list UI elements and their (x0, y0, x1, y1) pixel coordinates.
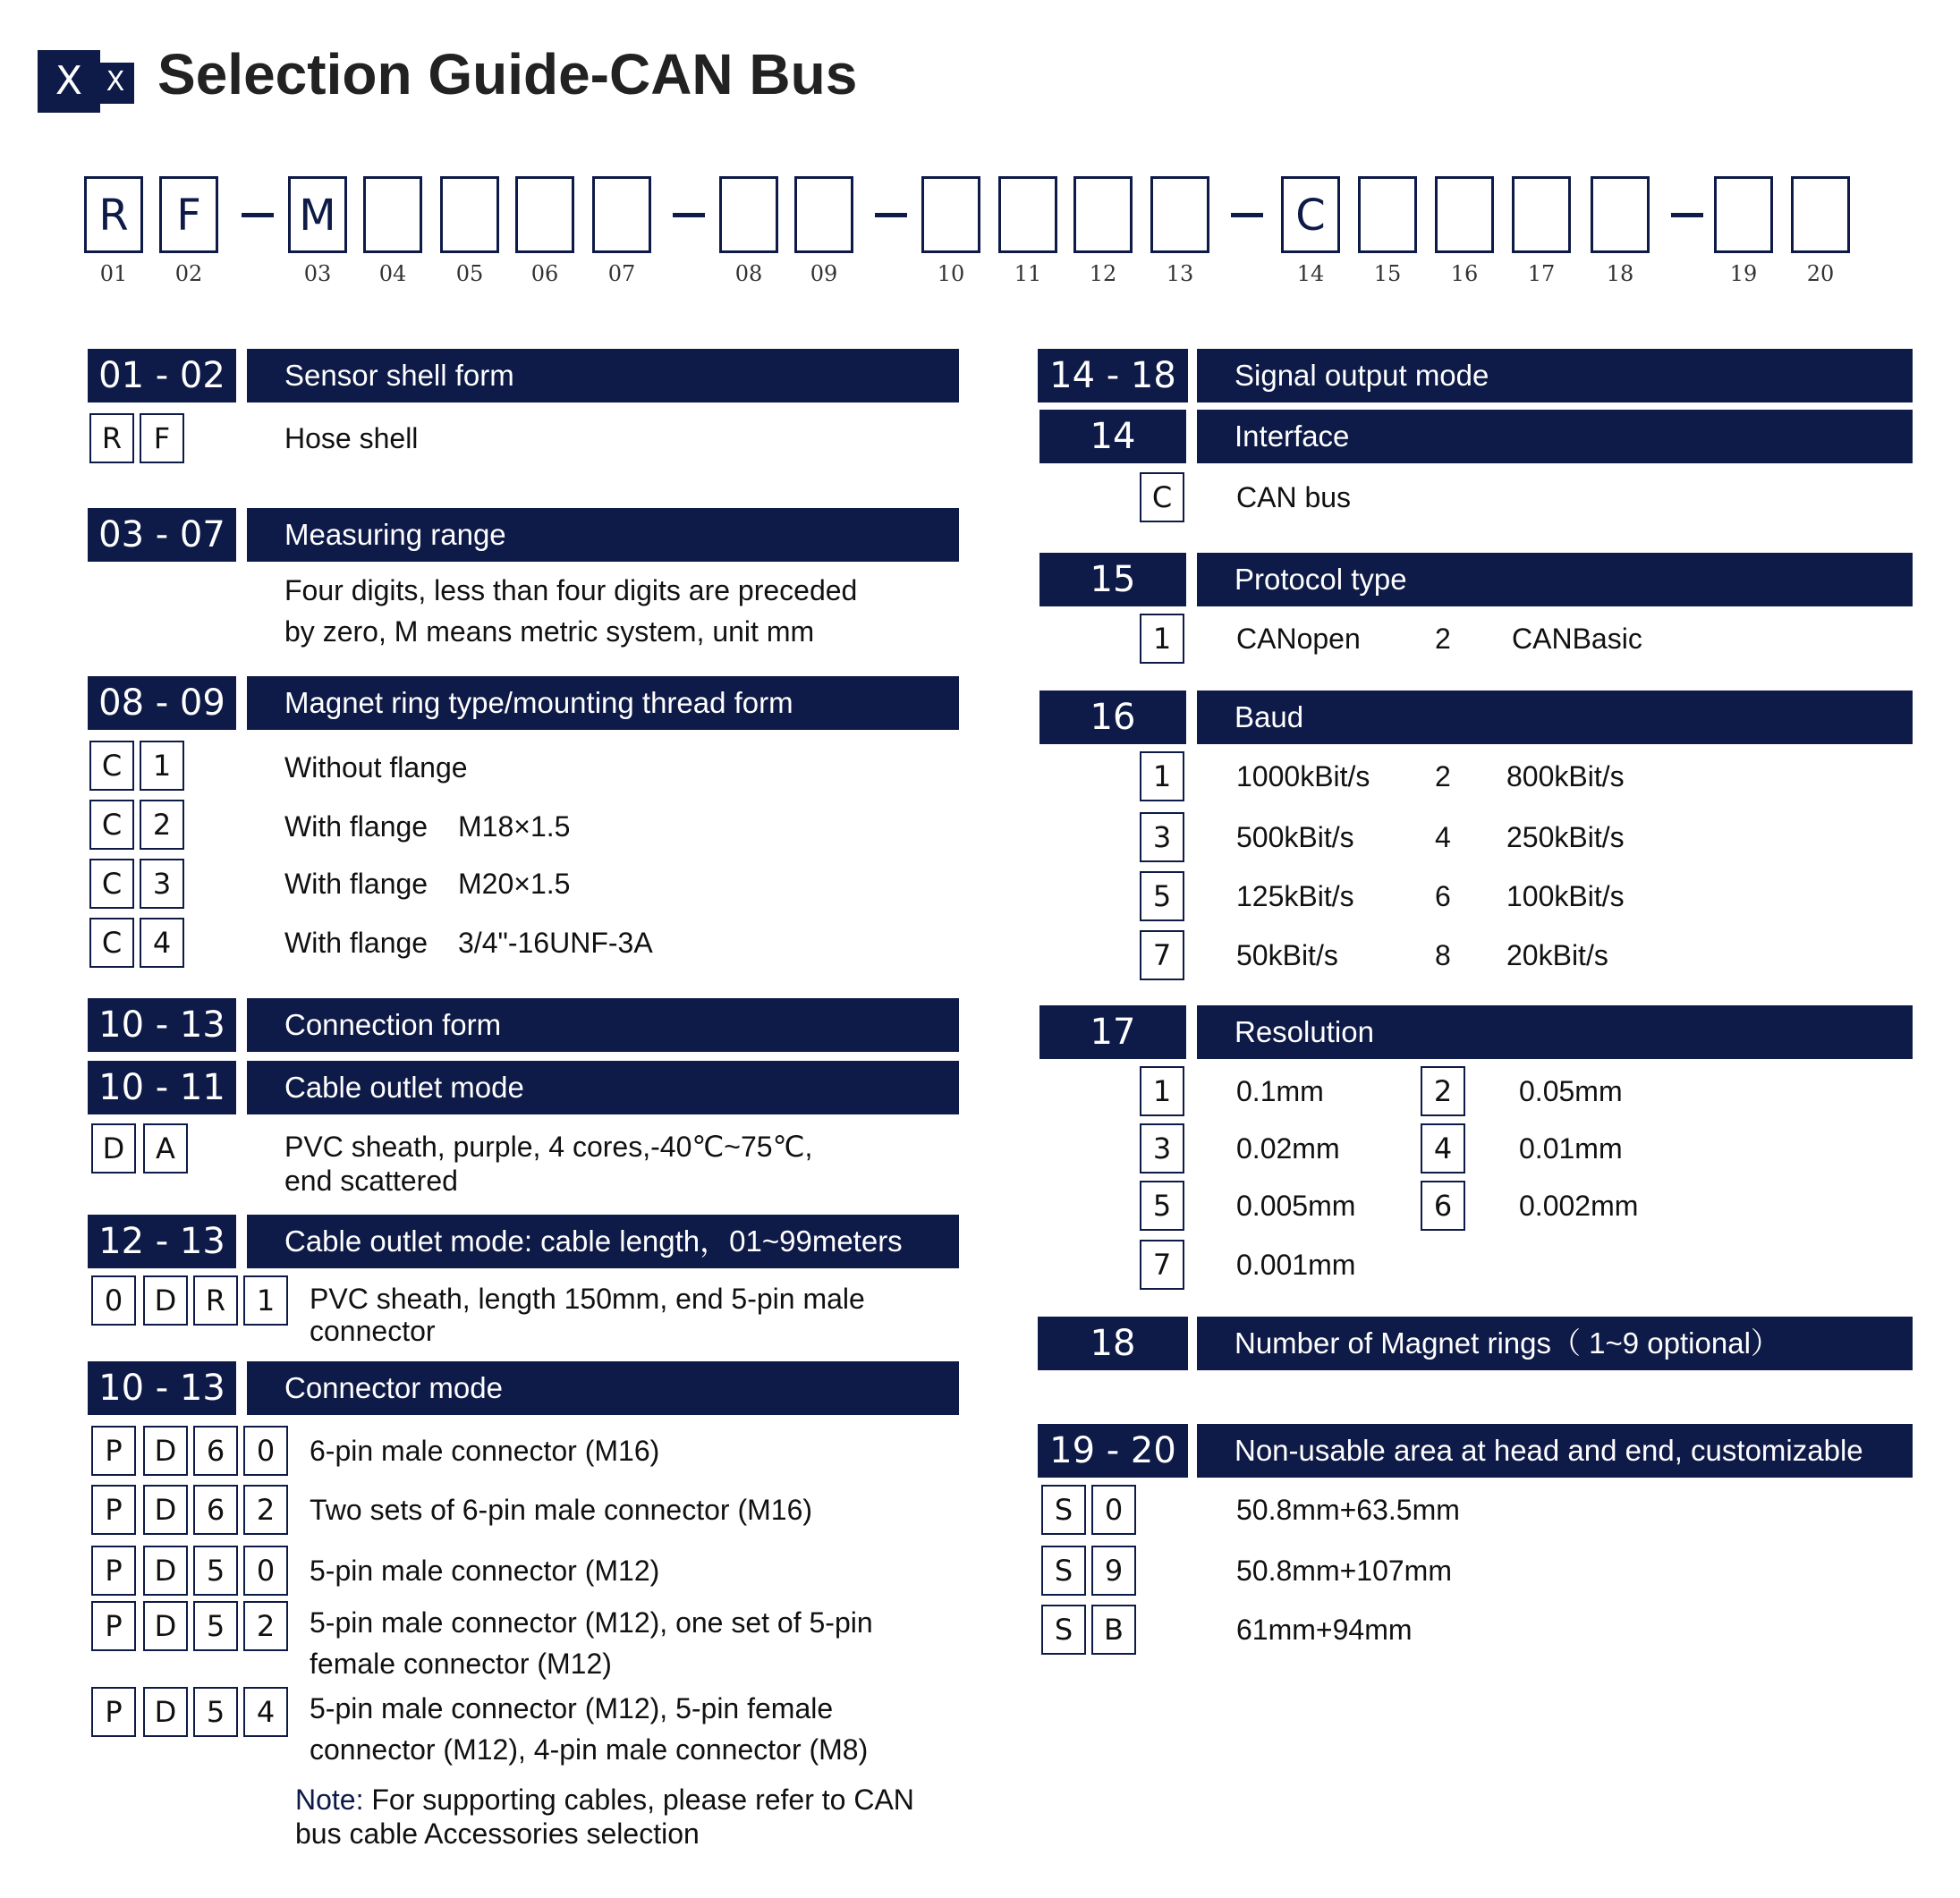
code-number: 07 (607, 261, 636, 286)
section-number: 15 (1039, 553, 1186, 606)
option-key: 2 (1421, 1066, 1465, 1116)
note-label: Note: (295, 1784, 364, 1816)
code-number: 06 (530, 261, 559, 286)
code-letter: P (91, 1601, 136, 1651)
option-value: 800kBit/s (1506, 760, 1625, 792)
code-number: 04 (378, 261, 407, 286)
code-letter: 2 (243, 1601, 288, 1651)
code-letter: 0 (243, 1426, 288, 1476)
option-value: 500kBit/s (1236, 821, 1354, 853)
section-number: 10 - 13 (88, 998, 236, 1052)
section-number: 08 - 09 (88, 676, 236, 730)
code-number: 13 (1166, 261, 1194, 286)
code-letter: 0 (91, 1275, 136, 1326)
section-title: Protocol type (1197, 553, 1913, 606)
code-letter: F (140, 413, 184, 463)
section-number: 03 - 07 (88, 508, 236, 562)
code-letter: S (1041, 1605, 1086, 1655)
section-number: 19 - 20 (1038, 1424, 1188, 1478)
code-box-12 (1073, 176, 1133, 253)
code-letter: 5 (193, 1546, 238, 1596)
code-box-04 (363, 176, 422, 253)
section-number: 18 (1038, 1317, 1188, 1370)
section-number: 14 - 18 (1038, 349, 1188, 402)
option-description: end scattered (284, 1165, 458, 1193)
code-letter: D (143, 1546, 188, 1596)
code-letter: B (1091, 1605, 1136, 1655)
code-box-03: M (288, 176, 347, 253)
code-box-18 (1591, 176, 1650, 253)
code-letter: 1 (140, 741, 184, 791)
code-letter: 5 (193, 1601, 238, 1651)
code-number: 10 (937, 261, 965, 286)
code-letter: 0 (1091, 1485, 1136, 1535)
code-number: 12 (1089, 261, 1117, 286)
option-spec: 3/4"-16UNF-3A (458, 927, 653, 959)
option-description: 5-pin male connector (M12) (310, 1555, 660, 1587)
code-letter: 1 (243, 1275, 288, 1326)
option-spec: M20×1.5 (458, 868, 571, 900)
code-letter: P (91, 1687, 136, 1737)
option-description: Two sets of 6-pin male connector (M16) (310, 1494, 813, 1526)
code-letter: C (89, 859, 134, 909)
option-description: female connector (M12) (310, 1648, 612, 1680)
code-letter: 6 (193, 1426, 238, 1476)
option-value: 1000kBit/s (1236, 760, 1370, 792)
option-value: 125kBit/s (1236, 880, 1354, 912)
code-letter: P (91, 1485, 136, 1535)
section-title: Sensor shell form (247, 349, 959, 402)
option-description: With flange (284, 927, 428, 959)
option-key: 3 (1140, 1123, 1184, 1174)
code-letter: 2 (243, 1485, 288, 1535)
code-letter: 5 (193, 1687, 238, 1737)
code-number: 14 (1296, 261, 1325, 286)
code-letter: 3 (140, 859, 184, 909)
code-letter: 6 (193, 1485, 238, 1535)
section-number: 14 (1039, 410, 1186, 463)
section-number: 10 - 11 (88, 1061, 236, 1114)
option-key: 5 (1140, 871, 1184, 921)
code-number: 20 (1806, 261, 1835, 286)
option-description: With flange (284, 868, 428, 900)
code-letter: C (89, 800, 134, 850)
option-value: 50kBit/s (1236, 939, 1338, 971)
code-letter: P (91, 1546, 136, 1596)
option-key: 3 (1140, 812, 1184, 862)
section-title: Interface (1197, 410, 1913, 463)
code-letter: C (89, 741, 134, 791)
option-description: Hose shell (284, 422, 419, 454)
section-number: 10 - 13 (88, 1361, 236, 1415)
code-letter: D (143, 1687, 188, 1737)
option-value: 250kBit/s (1506, 821, 1625, 853)
code-box-11 (998, 176, 1057, 253)
code-number: 03 (303, 261, 332, 286)
option-value: 20kBit/s (1506, 939, 1608, 971)
option-description: Four digits, less than four digits are preceded (284, 574, 858, 606)
code-box-16 (1435, 176, 1494, 253)
page-title: Selection Guide-CAN Bus (157, 42, 858, 106)
option-description: PVC sheath, purple, 4 cores,-40℃~75℃, (284, 1131, 813, 1163)
option-description: by zero, M means metric system, unit mm (284, 615, 815, 648)
option-description: 5-pin male connector (M12), one set of 5-pin (310, 1606, 873, 1639)
section-title: Measuring range (247, 508, 959, 562)
code-number: 11 (1014, 261, 1042, 286)
option-spec: M18×1.5 (458, 810, 571, 843)
option-value: 0.005mm (1236, 1190, 1356, 1222)
section-title: Non-usable area at head and end, customizable (1197, 1424, 1913, 1478)
code-box-14: C (1281, 176, 1340, 253)
option-description: 5-pin male connector (M12), 5-pin female (310, 1692, 834, 1724)
code-box-17 (1512, 176, 1571, 253)
option-key: 6 (1435, 880, 1451, 912)
section-title: Baud (1197, 691, 1913, 744)
option-key: 8 (1435, 939, 1451, 971)
option-description: CAN bus (1236, 481, 1352, 513)
code-box-15 (1358, 176, 1417, 253)
option-description: With flange (284, 810, 428, 843)
code-dash (242, 213, 274, 217)
note-text: For supporting cables, please refer to CAN (363, 1784, 914, 1816)
code-letter: 4 (140, 918, 184, 968)
option-key: 1 (1140, 614, 1184, 664)
section-title: Number of Magnet rings（ 1~9 optional） (1197, 1317, 1913, 1370)
section-title: Magnet ring type/mounting thread form (247, 676, 959, 730)
code-letter: 4 (243, 1687, 288, 1737)
code-dash (875, 213, 907, 217)
section-title: Resolution (1197, 1005, 1913, 1059)
option-value: 0.05mm (1519, 1075, 1623, 1107)
option-value: 0.002mm (1519, 1190, 1639, 1222)
option-value: CANopen (1236, 623, 1361, 655)
option-key: 7 (1140, 930, 1184, 980)
code-number: 17 (1527, 261, 1556, 286)
code-number: 08 (734, 261, 763, 286)
option-value: 0.02mm (1236, 1132, 1340, 1165)
code-letter: A (143, 1123, 188, 1174)
option-value: CANBasic (1512, 623, 1642, 655)
code-letter: S (1041, 1546, 1086, 1596)
code-number: 05 (455, 261, 484, 286)
section-number: 12 - 13 (88, 1215, 236, 1268)
code-box-02: F (159, 176, 218, 253)
code-box-08 (719, 176, 778, 253)
section-number: 17 (1039, 1005, 1186, 1059)
code-box-05 (440, 176, 499, 253)
code-dash (1671, 213, 1703, 217)
logo-small-x: X (97, 63, 134, 104)
code-letter: D (143, 1485, 188, 1535)
code-letter: C (1140, 472, 1184, 522)
code-number: 16 (1450, 261, 1479, 286)
option-description: 61mm+94mm (1236, 1614, 1413, 1646)
section-title: Connection form (247, 998, 959, 1052)
section-title: Connector mode (247, 1361, 959, 1415)
option-description: PVC sheath, length 150mm, end 5-pin male (310, 1283, 865, 1315)
option-description: 50.8mm+63.5mm (1236, 1494, 1460, 1526)
code-letter: D (143, 1426, 188, 1476)
option-value: 0.01mm (1519, 1132, 1623, 1165)
code-box-06 (515, 176, 574, 253)
code-letter: D (143, 1275, 188, 1326)
option-key: 4 (1421, 1123, 1465, 1174)
code-letter: R (89, 413, 134, 463)
logo-big-x: X (38, 50, 100, 113)
code-letter: P (91, 1426, 136, 1476)
code-number: 02 (174, 261, 203, 286)
code-box-13 (1150, 176, 1209, 253)
code-letter: 2 (140, 800, 184, 850)
option-value: 0.001mm (1236, 1249, 1356, 1281)
code-letter: C (89, 918, 134, 968)
code-box-01: R (84, 176, 143, 253)
code-letter: S (1041, 1485, 1086, 1535)
option-key: 6 (1421, 1181, 1465, 1231)
code-box-09 (794, 176, 853, 253)
option-key: 7 (1140, 1240, 1184, 1290)
option-description: 6-pin male connector (M16) (310, 1435, 660, 1467)
option-key: 5 (1140, 1181, 1184, 1231)
option-key: 4 (1435, 821, 1451, 853)
code-dash (673, 213, 705, 217)
option-key: 2 (1435, 760, 1451, 792)
code-box-19 (1714, 176, 1773, 253)
option-description: Without flange (284, 751, 468, 784)
section-title: Cable outlet mode: cable length，01~99meters (247, 1215, 959, 1268)
option-description: connector (310, 1315, 436, 1347)
code-number: 18 (1606, 261, 1634, 286)
code-letter: D (91, 1123, 136, 1174)
code-number: 15 (1373, 261, 1402, 286)
code-box-07 (592, 176, 651, 253)
code-number: 19 (1729, 261, 1758, 286)
code-number: 09 (810, 261, 838, 286)
code-letter: R (193, 1275, 238, 1326)
section-title: Cable outlet mode (247, 1061, 959, 1114)
option-value: 0.1mm (1236, 1075, 1324, 1107)
code-letter: 0 (243, 1546, 288, 1596)
option-value: 100kBit/s (1506, 880, 1625, 912)
code-number: 01 (99, 261, 128, 286)
code-box-20 (1791, 176, 1850, 253)
section-title: Signal output mode (1197, 349, 1913, 402)
option-key: 1 (1140, 1066, 1184, 1116)
option-description: connector (M12), 4-pin male connector (M8) (310, 1733, 869, 1766)
code-letter: 9 (1091, 1546, 1136, 1596)
code-letter: D (143, 1601, 188, 1651)
option-key: 1 (1140, 751, 1184, 801)
option-description: 50.8mm+107mm (1236, 1555, 1452, 1587)
code-box-10 (921, 176, 980, 253)
code-dash (1231, 213, 1263, 217)
section-number: 01 - 02 (88, 349, 236, 402)
option-key: 2 (1435, 623, 1451, 655)
note-text: bus cable Accessories selection (295, 1818, 700, 1850)
section-number: 16 (1039, 691, 1186, 744)
